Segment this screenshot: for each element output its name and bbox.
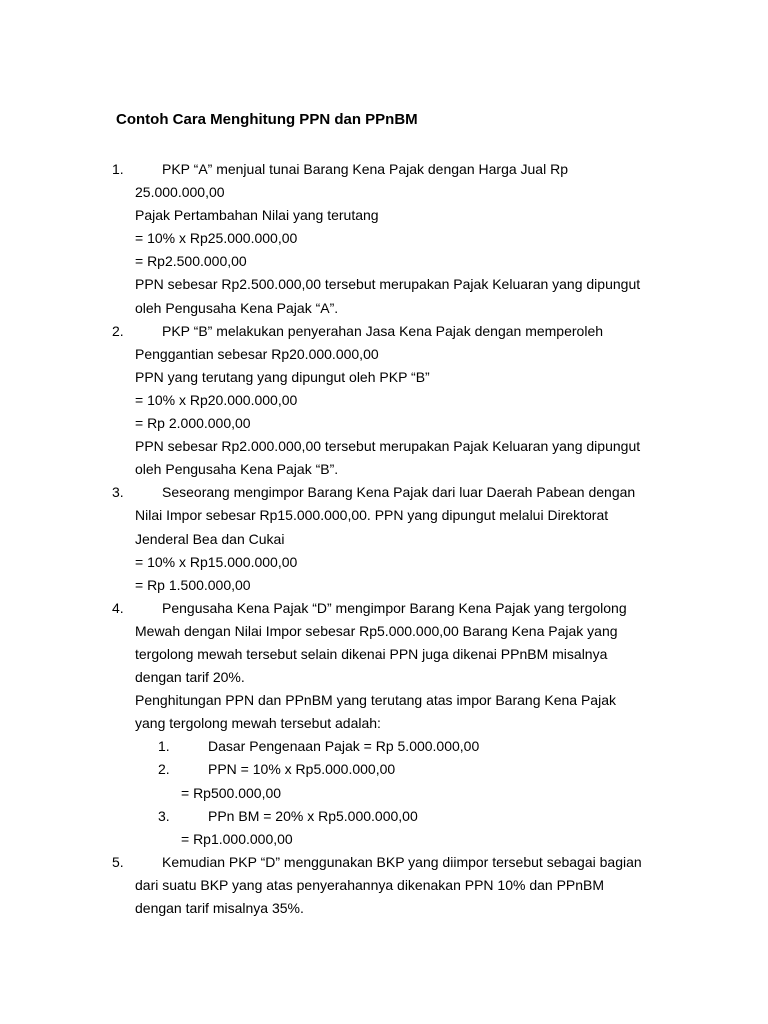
sub-list-item-2 <box>0 758 768 781</box>
sub-list-item-1 <box>0 735 768 758</box>
list-item-2 <box>0 320 768 343</box>
item-line: = Rp 2.000.000,00 <box>135 415 251 432</box>
sub-item-result: = Rp1.000.000,00 <box>181 830 293 847</box>
sub-item-text: PPn BM = 20% x Rp5.000.000,00 <box>208 807 418 824</box>
item-number: 3. <box>112 484 124 501</box>
item-line: 25.000.000,00 <box>135 184 225 201</box>
sub-item-number: 2. <box>158 761 170 778</box>
sub-item-number: 3. <box>158 807 170 824</box>
item-number: 1. <box>112 161 124 177</box>
item-line: = 10% x Rp25.000.000,00 <box>135 230 298 247</box>
item-text: Kemudian PKP “D” menggunakan BKP yang diimpor tersebut sebagai bagian <box>162 853 642 870</box>
list-item-5 <box>0 851 768 874</box>
item-line: Nilai Impor sebesar Rp15.000.000,00. PPN yang dipungut melalui Direktorat <box>135 507 609 524</box>
item-line: dengan tarif 20%. <box>135 669 245 686</box>
item-number: 4. <box>112 599 124 616</box>
item-line: = 10% x Rp20.000.000,00 <box>135 391 298 408</box>
item-line: oleh Pengusaha Kena Pajak “B”. <box>135 461 339 478</box>
document-title: Contoh Cara Menghitung PPN dan PPnBM <box>116 111 418 128</box>
item-text: PKP “B” melakukan penyerahan Jasa Kena Pajak dengan memperoleh <box>162 322 604 339</box>
item-text: Seseorang mengimpor Barang Kena Pajak dari luar Daerah Pabean dengan <box>162 484 636 501</box>
item-line: = Rp2.500.000,00 <box>135 253 247 270</box>
item-line: = Rp 1.500.000,00 <box>135 576 251 593</box>
sub-item-text: PPN = 10% x Rp5.000.000,00 <box>208 761 396 778</box>
item-text: Pengusaha Kena Pajak “D” mengimpor Barang Kena Pajak yang tergolong <box>162 599 627 616</box>
sub-item-number: 1. <box>158 738 170 755</box>
item-line: yang tergolong mewah tersebut adalah: <box>135 715 381 732</box>
item-line: PPN yang terutang yang dipungut oleh PKP “B” <box>135 368 430 385</box>
list-item-4 <box>0 597 768 620</box>
item-line: = 10% x Rp15.000.000,00 <box>135 553 298 570</box>
sub-item-text: Dasar Pengenaan Pajak = Rp 5.000.000,00 <box>208 738 480 755</box>
item-line: Penghitungan PPN dan PPnBM yang terutang atas impor Barang Kena Pajak <box>135 692 616 709</box>
item-number: 5. <box>112 853 124 870</box>
item-line: PPN sebesar Rp2.000.000,00 tersebut merupakan Pajak Keluaran yang dipungut <box>135 438 641 455</box>
item-line: PPN sebesar Rp2.500.000,00 tersebut merupakan Pajak Keluaran yang dipungut <box>135 276 641 293</box>
item-line: Penggantian sebesar Rp20.000.000,00 <box>135 345 379 362</box>
sub-item-result: = Rp500.000,00 <box>181 784 282 801</box>
item-line: Jenderal Bea dan Cukai <box>135 530 285 547</box>
item-line: Mewah dengan Nilai Impor sebesar Rp5.000.000,00 Barang Kena Pajak yang <box>135 622 618 639</box>
item-line: Pajak Pertambahan Nilai yang terutang <box>135 207 379 224</box>
item-text: PKP “A” menjual tunai Barang Kena Pajak dengan Harga Jual Rp <box>162 161 568 177</box>
example-list <box>0 158 768 920</box>
list-item-3 <box>0 481 768 504</box>
item-line: dari suatu BKP yang atas penyerahannya dikenakan PPN 10% dan PPnBM <box>135 876 605 893</box>
item-line: tergolong mewah tersebut selain dikenai PPN juga dikenai PPnBM misalnya <box>135 645 608 662</box>
list-item-1 <box>0 158 768 181</box>
item-number: 2. <box>112 322 124 339</box>
sub-list-item-3 <box>0 805 768 828</box>
item-line: dengan tarif misalnya 35%. <box>135 900 304 916</box>
item-line: oleh Pengusaha Kena Pajak “A”. <box>135 299 339 316</box>
